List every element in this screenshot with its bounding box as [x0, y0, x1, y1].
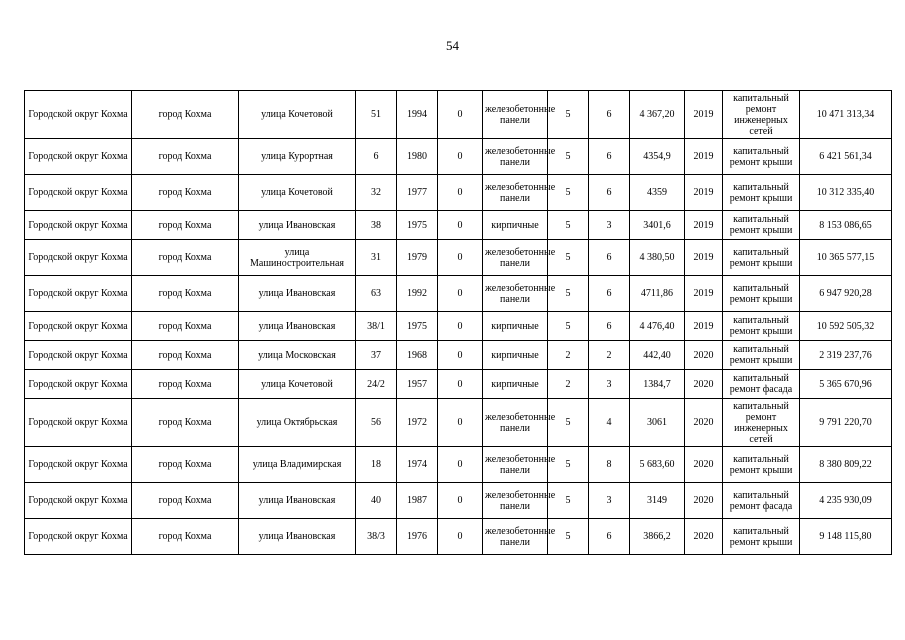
wall-material-cell: железобетонные панели: [483, 91, 548, 139]
entrances-cell: 3: [589, 211, 630, 240]
plan-year-cell: 2019: [685, 211, 723, 240]
table-row: [25, 91, 892, 139]
district-cell: Городской округ Кохма: [25, 276, 132, 312]
zero-cell: 0: [438, 139, 483, 175]
city-cell: город Кохма: [132, 312, 239, 341]
house-number-cell: 63: [356, 276, 397, 312]
cost-cell: 8 153 086,65: [800, 211, 892, 240]
area-cell: 3866,2: [630, 519, 685, 555]
city-cell: город Кохма: [132, 447, 239, 483]
city-cell: город Кохма: [132, 139, 239, 175]
zero-cell: 0: [438, 276, 483, 312]
floors-cell: 5: [548, 447, 589, 483]
work-type-cell: капитальный ремонт крыши: [723, 139, 800, 175]
city-cell: город Кохма: [132, 399, 239, 447]
zero-cell: 0: [438, 519, 483, 555]
plan-year-cell: 2020: [685, 370, 723, 399]
table-row: [25, 341, 892, 370]
cost-cell: 6 421 561,34: [800, 139, 892, 175]
floors-cell: 5: [548, 483, 589, 519]
work-type-cell: капитальный ремонт крыши: [723, 240, 800, 276]
floors-cell: 5: [548, 399, 589, 447]
zero-cell: 0: [438, 175, 483, 211]
district-cell: Городской округ Кохма: [25, 447, 132, 483]
entrances-cell: 8: [589, 447, 630, 483]
zero-cell: 0: [438, 483, 483, 519]
plan-year-cell: 2019: [685, 139, 723, 175]
street-cell: улица Кочетовой: [239, 370, 356, 399]
city-cell: город Кохма: [132, 175, 239, 211]
cost-cell: 9 791 220,70: [800, 399, 892, 447]
city-cell: город Кохма: [132, 240, 239, 276]
work-type-cell: капитальный ремонт инженерных сетей: [723, 399, 800, 447]
wall-material-cell: кирпичные: [483, 211, 548, 240]
entrances-cell: 3: [589, 370, 630, 399]
street-cell: улица Ивановская: [239, 312, 356, 341]
build-year-cell: 1977: [397, 175, 438, 211]
entrances-cell: 2: [589, 341, 630, 370]
build-year-cell: 1994: [397, 91, 438, 139]
work-type-cell: капитальный ремонт инженерных сетей: [723, 91, 800, 139]
table-row: [25, 399, 892, 447]
street-cell: улица Кочетовой: [239, 175, 356, 211]
table-body: [25, 91, 892, 555]
work-type-cell: капитальный ремонт крыши: [723, 447, 800, 483]
build-year-cell: 1957: [397, 370, 438, 399]
area-cell: 3401,6: [630, 211, 685, 240]
zero-cell: 0: [438, 447, 483, 483]
district-cell: Городской округ Кохма: [25, 240, 132, 276]
street-cell: улица Машиностроительная: [239, 240, 356, 276]
street-cell: улица Кочетовой: [239, 91, 356, 139]
cost-cell: 10 592 505,32: [800, 312, 892, 341]
area-cell: 4359: [630, 175, 685, 211]
build-year-cell: 1975: [397, 312, 438, 341]
plan-year-cell: 2020: [685, 341, 723, 370]
table-row: [25, 483, 892, 519]
work-type-cell: капитальный ремонт крыши: [723, 341, 800, 370]
plan-year-cell: 2020: [685, 399, 723, 447]
district-cell: Городской округ Кохма: [25, 312, 132, 341]
house-number-cell: 18: [356, 447, 397, 483]
zero-cell: 0: [438, 240, 483, 276]
cost-cell: 5 365 670,96: [800, 370, 892, 399]
house-number-cell: 38/1: [356, 312, 397, 341]
floors-cell: 2: [548, 370, 589, 399]
plan-year-cell: 2019: [685, 276, 723, 312]
house-number-cell: 40: [356, 483, 397, 519]
table-row: [25, 240, 892, 276]
street-cell: улица Ивановская: [239, 519, 356, 555]
table-row: [25, 447, 892, 483]
street-cell: улица Ивановская: [239, 211, 356, 240]
build-year-cell: 1972: [397, 399, 438, 447]
housing-repair-table: [24, 90, 892, 555]
build-year-cell: 1974: [397, 447, 438, 483]
wall-material-cell: кирпичные: [483, 370, 548, 399]
cost-cell: 10 312 335,40: [800, 175, 892, 211]
plan-year-cell: 2020: [685, 447, 723, 483]
house-number-cell: 24/2: [356, 370, 397, 399]
cost-cell: 10 471 313,34: [800, 91, 892, 139]
wall-material-cell: железобетонные панели: [483, 483, 548, 519]
cost-cell: 2 319 237,76: [800, 341, 892, 370]
street-cell: улица Ивановская: [239, 483, 356, 519]
zero-cell: 0: [438, 91, 483, 139]
district-cell: Городской округ Кохма: [25, 483, 132, 519]
cost-cell: 6 947 920,28: [800, 276, 892, 312]
zero-cell: 0: [438, 341, 483, 370]
floors-cell: 5: [548, 240, 589, 276]
area-cell: 5 683,60: [630, 447, 685, 483]
table-row: [25, 370, 892, 399]
work-type-cell: капитальный ремонт крыши: [723, 175, 800, 211]
wall-material-cell: железобетонные панели: [483, 175, 548, 211]
street-cell: улица Курортная: [239, 139, 356, 175]
area-cell: 3061: [630, 399, 685, 447]
floors-cell: 5: [548, 519, 589, 555]
entrances-cell: 6: [589, 240, 630, 276]
street-cell: улица Владимирская: [239, 447, 356, 483]
district-cell: Городской округ Кохма: [25, 399, 132, 447]
plan-year-cell: 2019: [685, 175, 723, 211]
work-type-cell: капитальный ремонт крыши: [723, 276, 800, 312]
build-year-cell: 1992: [397, 276, 438, 312]
entrances-cell: 3: [589, 483, 630, 519]
build-year-cell: 1980: [397, 139, 438, 175]
area-cell: 4 476,40: [630, 312, 685, 341]
street-cell: улица Октябрьская: [239, 399, 356, 447]
district-cell: Городской округ Кохма: [25, 519, 132, 555]
zero-cell: 0: [438, 370, 483, 399]
entrances-cell: 6: [589, 276, 630, 312]
build-year-cell: 1979: [397, 240, 438, 276]
house-number-cell: 6: [356, 139, 397, 175]
floors-cell: 5: [548, 276, 589, 312]
work-type-cell: капитальный ремонт крыши: [723, 312, 800, 341]
cost-cell: 8 380 809,22: [800, 447, 892, 483]
house-number-cell: 56: [356, 399, 397, 447]
city-cell: город Кохма: [132, 341, 239, 370]
work-type-cell: капитальный ремонт крыши: [723, 211, 800, 240]
table-row: [25, 276, 892, 312]
district-cell: Городской округ Кохма: [25, 370, 132, 399]
work-type-cell: капитальный ремонт фасада: [723, 370, 800, 399]
zero-cell: 0: [438, 312, 483, 341]
work-type-cell: капитальный ремонт фасада: [723, 483, 800, 519]
floors-cell: 5: [548, 175, 589, 211]
build-year-cell: 1987: [397, 483, 438, 519]
table-row: [25, 139, 892, 175]
wall-material-cell: железобетонные панели: [483, 399, 548, 447]
entrances-cell: 6: [589, 312, 630, 341]
city-cell: город Кохма: [132, 276, 239, 312]
district-cell: Городской округ Кохма: [25, 175, 132, 211]
plan-year-cell: 2019: [685, 91, 723, 139]
cost-cell: 10 365 577,15: [800, 240, 892, 276]
cost-cell: 4 235 930,09: [800, 483, 892, 519]
cost-cell: 9 148 115,80: [800, 519, 892, 555]
area-cell: 4 367,20: [630, 91, 685, 139]
wall-material-cell: железобетонные панели: [483, 276, 548, 312]
wall-material-cell: железобетонные панели: [483, 139, 548, 175]
house-number-cell: 32: [356, 175, 397, 211]
floors-cell: 5: [548, 312, 589, 341]
house-number-cell: 51: [356, 91, 397, 139]
entrances-cell: 6: [589, 139, 630, 175]
floors-cell: 5: [548, 211, 589, 240]
work-type-cell: капитальный ремонт крыши: [723, 519, 800, 555]
build-year-cell: 1976: [397, 519, 438, 555]
wall-material-cell: кирпичные: [483, 341, 548, 370]
house-number-cell: 38: [356, 211, 397, 240]
entrances-cell: 6: [589, 91, 630, 139]
district-cell: Городской округ Кохма: [25, 139, 132, 175]
house-number-cell: 37: [356, 341, 397, 370]
wall-material-cell: кирпичные: [483, 312, 548, 341]
city-cell: город Кохма: [132, 91, 239, 139]
zero-cell: 0: [438, 211, 483, 240]
table-row: [25, 175, 892, 211]
build-year-cell: 1968: [397, 341, 438, 370]
area-cell: 4711,86: [630, 276, 685, 312]
city-cell: город Кохма: [132, 370, 239, 399]
district-cell: Городской округ Кохма: [25, 91, 132, 139]
plan-year-cell: 2020: [685, 483, 723, 519]
wall-material-cell: железобетонные панели: [483, 240, 548, 276]
area-cell: 4 380,50: [630, 240, 685, 276]
floors-cell: 2: [548, 341, 589, 370]
city-cell: город Кохма: [132, 211, 239, 240]
wall-material-cell: железобетонные панели: [483, 519, 548, 555]
house-number-cell: 31: [356, 240, 397, 276]
zero-cell: 0: [438, 399, 483, 447]
area-cell: 1384,7: [630, 370, 685, 399]
area-cell: 442,40: [630, 341, 685, 370]
floors-cell: 5: [548, 139, 589, 175]
district-cell: Городской округ Кохма: [25, 211, 132, 240]
plan-year-cell: 2019: [685, 240, 723, 276]
plan-year-cell: 2019: [685, 312, 723, 341]
entrances-cell: 6: [589, 175, 630, 211]
city-cell: город Кохма: [132, 483, 239, 519]
wall-material-cell: железобетонные панели: [483, 447, 548, 483]
street-cell: улица Ивановская: [239, 276, 356, 312]
entrances-cell: 4: [589, 399, 630, 447]
area-cell: 3149: [630, 483, 685, 519]
street-cell: улица Московская: [239, 341, 356, 370]
build-year-cell: 1975: [397, 211, 438, 240]
table-row: [25, 312, 892, 341]
table-row: [25, 519, 892, 555]
page-number: 54: [446, 38, 459, 53]
table-row: [25, 211, 892, 240]
city-cell: город Кохма: [132, 519, 239, 555]
floors-cell: 5: [548, 91, 589, 139]
area-cell: 4354,9: [630, 139, 685, 175]
district-cell: Городской округ Кохма: [25, 341, 132, 370]
entrances-cell: 6: [589, 519, 630, 555]
plan-year-cell: 2020: [685, 519, 723, 555]
house-number-cell: 38/3: [356, 519, 397, 555]
